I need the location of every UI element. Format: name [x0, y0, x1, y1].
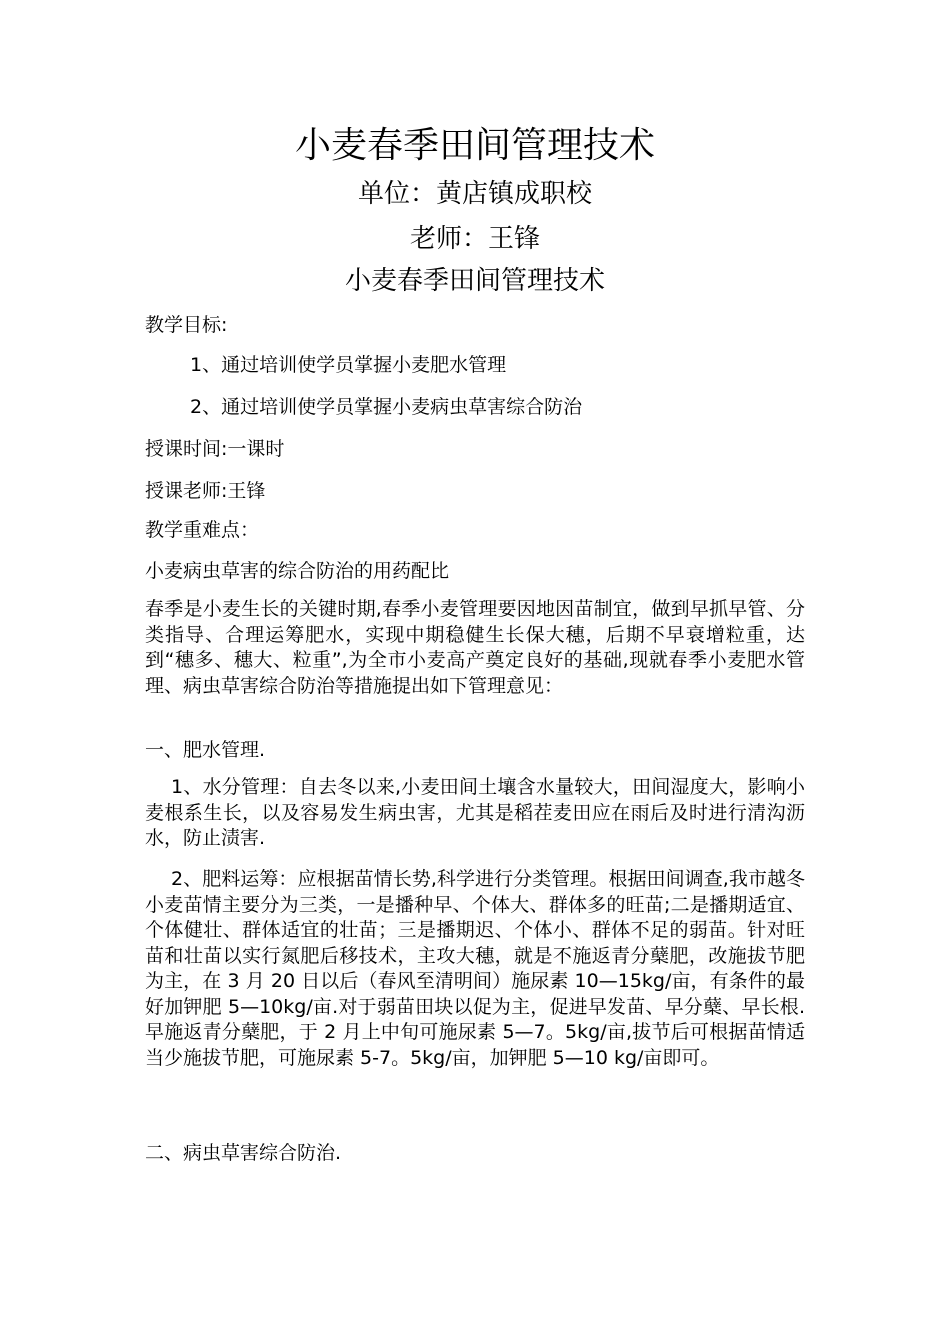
objective-item: 1、通过培训使学员掌握小麦肥水管理 — [190, 354, 507, 376]
class-teacher: 授课老师:王锋 — [145, 480, 266, 502]
section1-heading: 一、肥水管理. — [145, 739, 266, 761]
section2-heading: 二、病虫草害综合防治. — [145, 1142, 342, 1164]
document-title: 小麦春季田间管理技术 — [294, 125, 655, 166]
section1-item2: 2、肥料运筹：应根据苗情长势,科学进行分类管理。根据田间调查,我市越冬小麦苗情主要分为三类，一是播种早、个体大、群体多的旺苗;二是播期适宜、个体健壮、群体适宜的壮苗；三是播期迟、个体小、群体不足的弱苗。针对旺苗和壮苗以实行氮肥后移技术，主攻大穗，就是不施返青分蘖肥，改施拔节肥为主，在 3 月 20 日以后（春风至清明间）施尿素 10—15kg/亩，有条件的最好加钾肥 5—10kg/亩.对于弱苗田块以促为主，促进早发苗、早分蘖、早长根.早施返青分蘖肥，于 2 月上中旬可施尿素 5—7。5kg/亩,拔节后可根据苗情适当少施拔节肥，可施尿素 5-7。5kg/亩，加钾肥 5—10 kg/亩即可。 — [145, 868, 805, 1069]
objectives-heading: 教学目标: — [145, 314, 228, 336]
key-points: 小麦病虫草害的综合防治的用药配比 — [145, 560, 450, 582]
section1-item1: 1、水分管理：自去冬以来,小麦田间土壤含水量较大，田间湿度大，影响小麦根系生长，以及容易发生病虫害，尤其是稻茬麦田应在雨后及时进行清沟沥水，防止渍害. — [145, 776, 805, 849]
unit-line: 单位：黄店镇成职校 — [357, 179, 592, 209]
key-points-heading: 教学重难点： — [145, 519, 260, 541]
objective-item: 2、通过培训使学员掌握小麦病虫草害综合防治 — [190, 396, 583, 418]
intro-paragraph: 春季是小麦生长的关键时期,春季小麦管理要因地因苗制宜，做到早抓早管、分类指导、合理运筹肥水，实现中期稳健生长保大穗，后期不早衰增粒重，达到“穗多、穗大、粒重”,为全市小麦高产奠定良好的基础,现就春季小麦肥水管理、病虫草害综合防治等措施提出如下管理意见： — [145, 598, 805, 697]
teacher-line: 老师：王锋 — [409, 224, 540, 254]
class-time: 授课时间:一课时 — [145, 438, 285, 460]
repeated-title: 小麦春季田间管理技术 — [344, 266, 605, 296]
